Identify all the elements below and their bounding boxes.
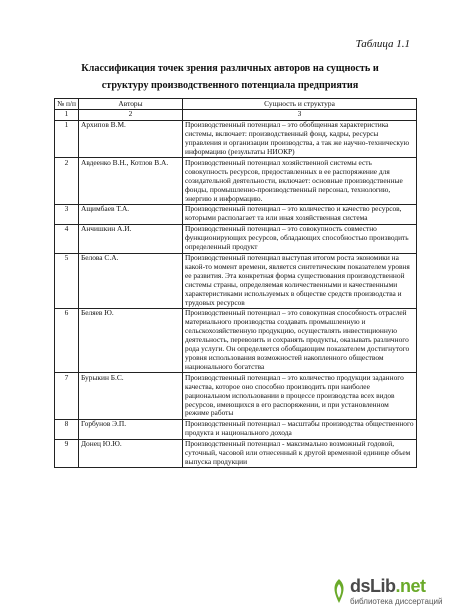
header-essence: Сущность и структура bbox=[183, 99, 417, 110]
table-heading-line1: Классификация точек зрения различных авторов на сущность и bbox=[81, 63, 379, 74]
column-index-row bbox=[55, 109, 417, 120]
classification-table bbox=[54, 98, 417, 468]
logo-name bbox=[350, 576, 426, 597]
table-heading-line2: структуру производственного потенциала предприятия bbox=[101, 80, 359, 91]
table-row bbox=[55, 419, 417, 439]
row-definition: Производственный потенциал – это совокупная способность отраслей материального производства создавать промышленную и сельскохозяйственную продукцию, осуществлять инвестиционную деятельность, перевозить и сохранять продукты, оказывать различного рода услуги. Он определяется обобщающим показателем достигнутого уровня использования возможностей накопленного обществом национального богатства bbox=[183, 308, 417, 372]
table-header-row bbox=[55, 99, 417, 110]
row-definition: Производственный потенциал – это количество и качество ресурсов, которыми располагает та или иная хозяйственная система bbox=[183, 204, 417, 224]
header-num: № п/п bbox=[55, 99, 79, 110]
row-author: Бурыкин Б.С. bbox=[79, 373, 183, 420]
table-row bbox=[55, 373, 417, 420]
table-row bbox=[55, 120, 417, 158]
row-definition: Производственный потенциал - максимально возможный годовой, суточный, часовой или отнесенный к другой временной единице объем выпуска продукции bbox=[183, 439, 417, 468]
row-definition: Производственный потенциал хозяйственной системы есть совокупность ресурсов, предоставленных в ее распоряжение для созидательной деятельности, включает: основные производственные фонды, промышленно-производственный персонал, технологию, энергию и информацию. bbox=[183, 158, 417, 205]
column-index: 3 bbox=[183, 109, 417, 120]
table-label: Таблица 1.1 bbox=[355, 38, 410, 50]
dslib-watermark-logo[interactable] bbox=[328, 576, 448, 610]
row-number: 9 bbox=[55, 439, 79, 468]
row-definition: Производственный потенциал – масштабы производства общественного продукта и национального дохода bbox=[183, 419, 417, 439]
table-row bbox=[55, 224, 417, 253]
logo-name-b: .net bbox=[395, 576, 426, 596]
table-row bbox=[55, 158, 417, 205]
logo-mark-icon bbox=[330, 578, 348, 604]
row-number: 5 bbox=[55, 253, 79, 308]
row-number: 7 bbox=[55, 373, 79, 420]
row-author: Беляев Ю. bbox=[79, 308, 183, 372]
row-definition: Производственный потенциал – это совокупность совместно функционирующих ресурсов, обладающих способностью производить определенный продукт bbox=[183, 224, 417, 253]
header-authors: Авторы bbox=[79, 99, 183, 110]
row-author: Ащимбаев Т.А. bbox=[79, 204, 183, 224]
logo-subtitle: библиотека диссертаций bbox=[350, 597, 443, 606]
row-author: Донец Ю.Ю. bbox=[79, 439, 183, 468]
row-definition: Производственный потенциал выступая итогом роста экономики на какой-то момент времени, является синтетическим показателем уровня ее развития. Эта конкретная форма существования производственной системы страны, определяемая количественными и качественными характеристиками используемых в обществе средств производства и трудовых ресурсов bbox=[183, 253, 417, 308]
column-index: 1 bbox=[55, 109, 79, 120]
row-author: Горбунов Э.П. bbox=[79, 419, 183, 439]
table-row bbox=[55, 253, 417, 308]
row-number: 6 bbox=[55, 308, 79, 372]
row-definition: Производственный потенциал – это обобщенная характеристика системы, включает: производственный фонд, кадры, ресурсы управления и организации производства, а так же научно-техническую информацию (результаты НИОКР) bbox=[183, 120, 417, 158]
row-definition: Производственный потенциал – это количество продукции заданного качества, которое оно способно производить при наиболее рациональном использовании в процессе производства всех видов ресурсов, имеющихся в его распоряжении, и при установленном режиме работы bbox=[183, 373, 417, 420]
column-index: 2 bbox=[79, 109, 183, 120]
row-author: Авдеенко В.Н., Котлов В.А. bbox=[79, 158, 183, 205]
table-row bbox=[55, 439, 417, 468]
table-row bbox=[55, 308, 417, 372]
row-number: 4 bbox=[55, 224, 79, 253]
logo-name-a: dsLib bbox=[350, 576, 396, 596]
row-number: 1 bbox=[55, 120, 79, 158]
row-number: 2 bbox=[55, 158, 79, 205]
row-author: Анчишкин А.И. bbox=[79, 224, 183, 253]
row-number: 8 bbox=[55, 419, 79, 439]
table-row bbox=[55, 204, 417, 224]
row-number: 3 bbox=[55, 204, 79, 224]
row-author: Белова С.А. bbox=[79, 253, 183, 308]
row-author: Архипов В.М. bbox=[79, 120, 183, 158]
